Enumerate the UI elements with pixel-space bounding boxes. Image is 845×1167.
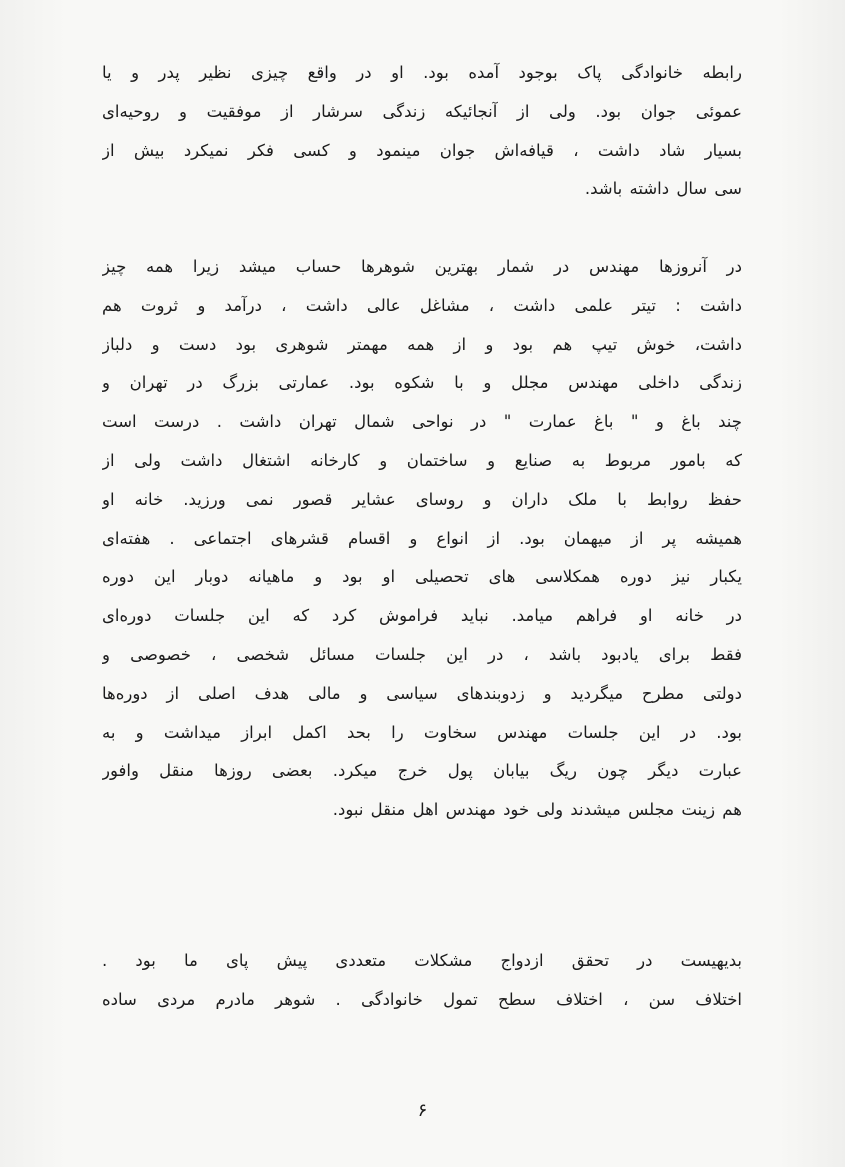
text-line: یکبار نیز دوره همکلاسی های تحصیلی او بود و ماهیانه دوبار این دوره bbox=[102, 567, 742, 587]
text-line: بدیهیست در تحقق ازدواج مشکلات متعددی پیش پای ما بود . bbox=[102, 951, 742, 970]
paragraph-2 bbox=[102, 248, 742, 830]
page-number: ۶ bbox=[417, 1100, 428, 1121]
text-line: دولتی مطرح میگردید و زدوبندهای سیاسی و مالی هدف اصلی از دوره‌ها bbox=[102, 683, 742, 703]
text-line: داشت : تیتر علمی داشت ، مشاغل عالی داشت ، درآمد و ثروت هم bbox=[102, 295, 742, 315]
text-line: در خانه او فراهم میامد. نباید فراموش کرد که این جلسات دوره‌ای bbox=[102, 606, 742, 626]
paragraph-3 bbox=[102, 942, 742, 1020]
text-line: عموئی جوان بود. ولی از آنجائیکه زندگی سرشار از موفقیت و روحیه‌ای bbox=[102, 101, 742, 121]
text-line: که بامور مربوط به صنایع و ساختمان و کارخانه اشتغال داشت ولی از bbox=[102, 450, 742, 470]
paragraph-1 bbox=[102, 54, 742, 209]
text-line: عبارت دیگر چون ریگ بیابان پول خرج میکرد. بعضی روزها منقل وافور bbox=[102, 761, 742, 781]
text-line: هم زینت مجلس میشدند ولی خود مهندس اهل منقل نبود. bbox=[332, 800, 742, 820]
text-line: بود. در این جلسات مهندس سخاوت را بحد اکمل ابراز میداشت و به bbox=[102, 722, 742, 742]
text-line: سی سال داشته باشد. bbox=[584, 179, 742, 199]
text-line: داشت، خوش تیپ هم بود و از همه مهمتر شوهری بود دست و دلباز bbox=[102, 334, 742, 354]
text-line: زندگی داخلی مهندس مجلل و با شکوه بود. عمارتی بزرگ در تهران و bbox=[102, 373, 742, 393]
text-line: فقط برای یادبود باشد ، در این جلسات مسائل شخصی ، خصوصی و bbox=[102, 644, 742, 664]
text-line: بسیار شاد داشت ، قیافه‌اش جوان مینمود و کسی فکر نمیکرد بیش از bbox=[102, 140, 742, 160]
text-line: چند باغ و " باغ عمارت " در نواحی شمال تهران داشت . درست است bbox=[102, 412, 742, 432]
text-line: رابطه خانوادگی پاک بوجود آمده بود. او در واقع چیزی نظیر پدر و یا bbox=[102, 63, 742, 82]
text-line: اختلاف سن ، اختلاف سطح تمول خانوادگی . شوهر مادرم مردی ساده bbox=[102, 989, 742, 1009]
text-line: حفظ روابط با ملک داران و روسای عشایر قصور نمی ورزید. خانه او bbox=[102, 489, 742, 509]
text-line: همیشه پر از میهمان بود. از انواع و اقسام قشرهای اجتماعی . هفته‌ای bbox=[102, 528, 742, 548]
text-line: در آنروزها مهندس در شمار بهترین شوهرها حساب میشد زیرا همه چیز bbox=[102, 257, 742, 276]
